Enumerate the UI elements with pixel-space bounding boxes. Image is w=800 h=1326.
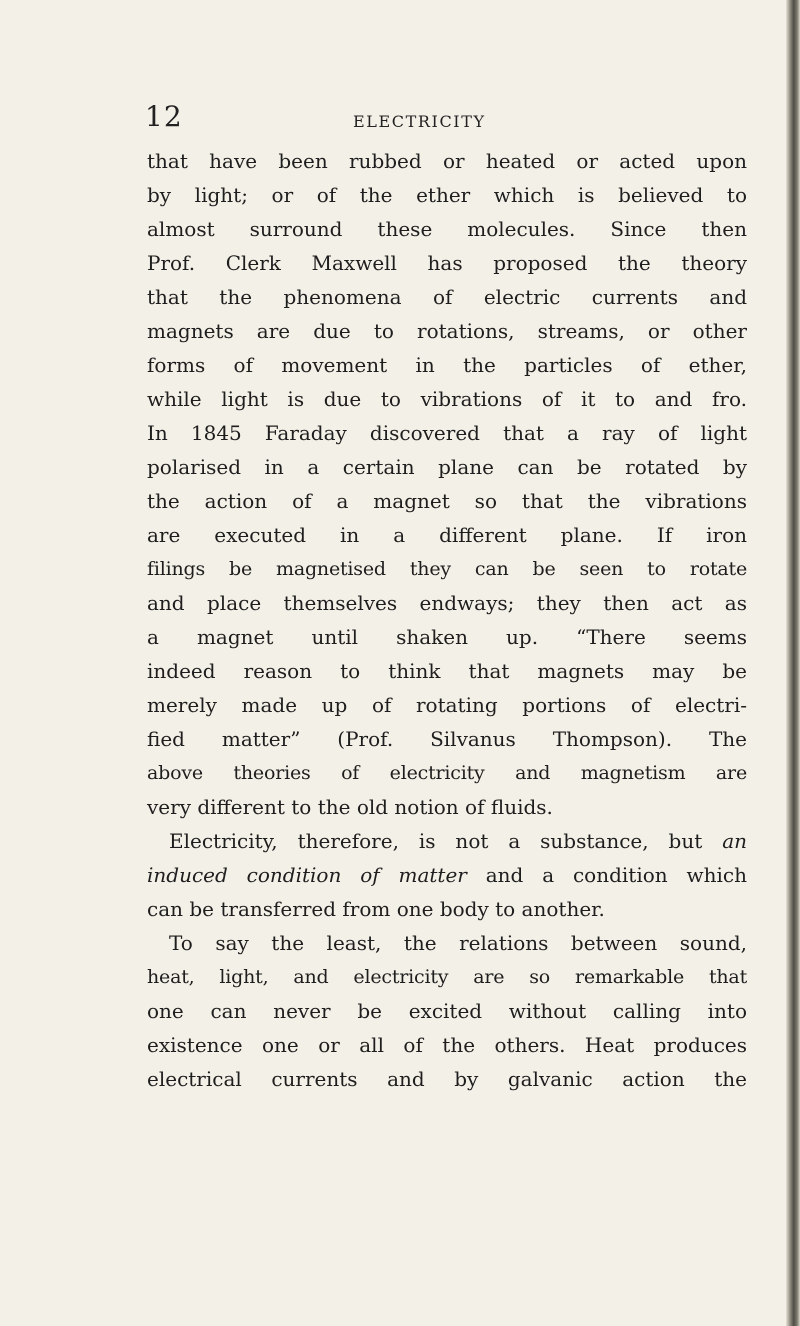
text-line: that the phenomena of electric currents and [147, 285, 747, 309]
italic-text: an [722, 829, 748, 853]
text-line: the action of a magnet so that the vibrations [147, 489, 747, 513]
text-line: and place themselves endways; they then act as [147, 591, 747, 615]
text-line: Prof. Clerk Maxwell has proposed the theory [147, 251, 747, 275]
text-line: To say the least, the relations between sound, [169, 931, 747, 955]
text-line: can be transferred from one body to another. [147, 897, 605, 921]
text-run: Electricity, therefore, is not a substance, but [169, 829, 703, 853]
text-line: a magnet until shaken up. “There seems [147, 625, 747, 649]
text-line: existence one or all of the others. Heat produces [147, 1033, 747, 1057]
text-line: magnets are due to rotations, streams, or other [147, 319, 747, 343]
page-number: 12 [145, 100, 183, 133]
text-line: that have been rubbed or heated or acted upon [147, 149, 747, 173]
text-line: merely made up of rotating portions of electri- [147, 693, 747, 717]
text-line: by light; or of the ether which is believed to [147, 183, 747, 207]
text-line: above theories of electricity and magnetism are [147, 762, 747, 784]
running-title: ELECTRICITY [353, 112, 486, 131]
text-line: fied matter” (Prof. Silvanus Thompson). The [147, 727, 747, 751]
text-line: heat, light, and electricity are so remarkable that [147, 966, 747, 988]
text-line: one can never be excited without calling into [147, 999, 747, 1023]
text-line: electrical currents and by galvanic action the [147, 1067, 747, 1091]
page-edge [786, 0, 800, 1326]
body-text [147, 144, 747, 1096]
text-line: while light is due to vibrations of it to and fro. [147, 387, 747, 411]
text-line: polarised in a certain plane can be rotated by [147, 455, 747, 479]
text-line [147, 858, 747, 892]
text-line: are executed in a different plane. If iron [147, 523, 747, 547]
text-line [147, 824, 747, 858]
text-line: In 1845 Faraday discovered that a ray of light [147, 421, 747, 445]
italic-text: induced condition of matter [147, 863, 467, 887]
text-line: filings be magnetised they can be seen to rotate [147, 558, 747, 580]
text-line: very different to the old notion of fluids. [147, 795, 553, 819]
text-line: almost surround these molecules. Since then [147, 217, 747, 241]
text-line: forms of movement in the particles of ether, [147, 353, 747, 377]
text-line: indeed reason to think that magnets may be [147, 659, 747, 683]
text-run: and a condition which [466, 863, 748, 887]
